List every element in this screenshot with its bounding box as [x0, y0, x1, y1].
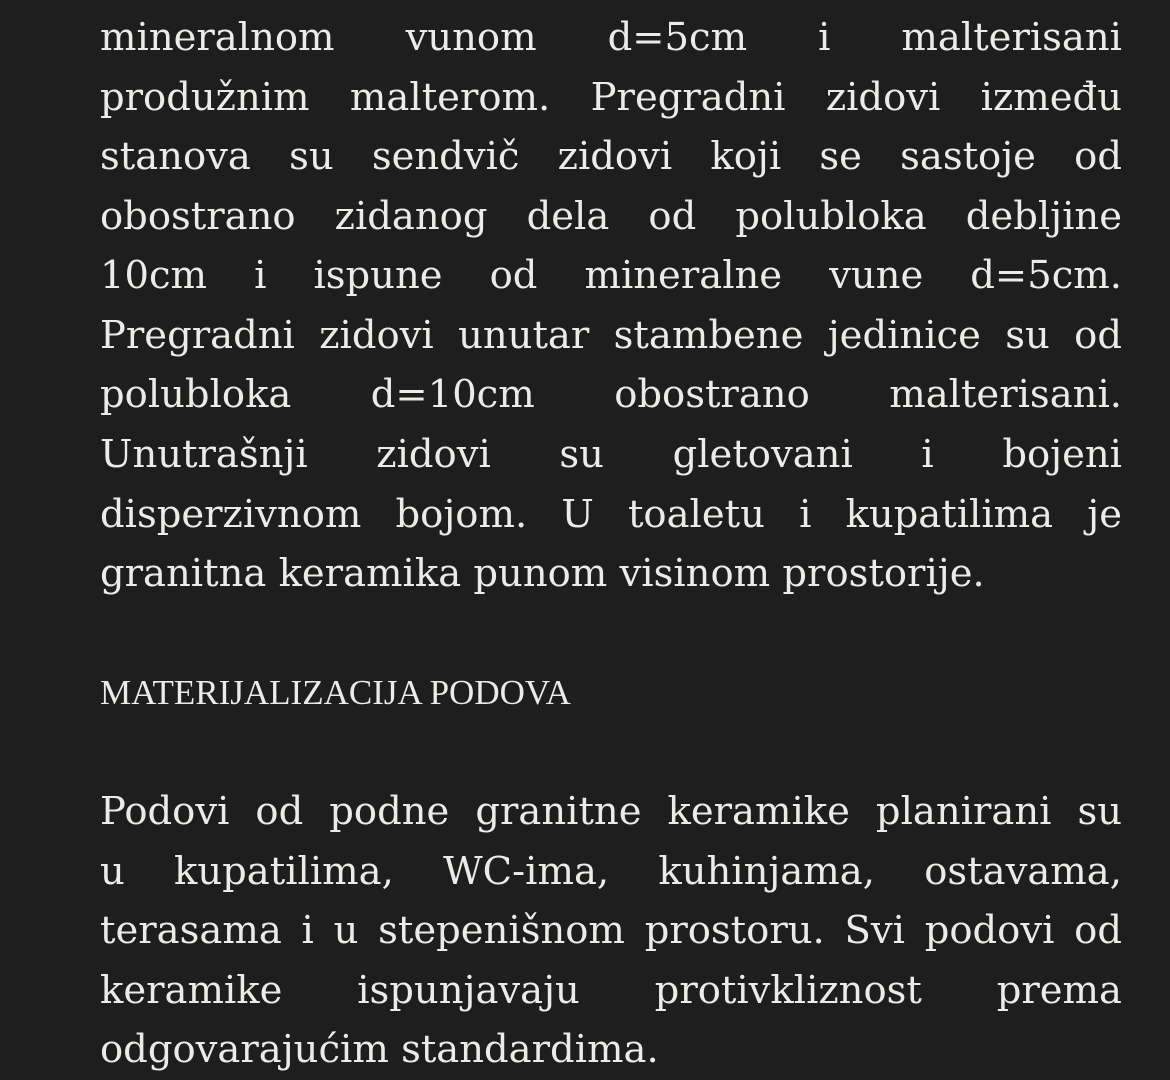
paragraph-line: stanova su sendvič zidovi koji se sastoje od	[100, 134, 1122, 179]
paragraph-line: Podovi od podne granitne keramike planirani su	[100, 789, 1122, 834]
paragraph-line: obostrano zidanog dela od polubloka debljine	[100, 194, 1122, 239]
paragraph-line: polubloka d=10cm obostrano malterisani.	[100, 372, 1122, 417]
paragraph-line: odgovarajućim standardima.	[100, 1027, 659, 1072]
paragraph-line: 10cm i ispune od mineralne vune d=5cm.	[100, 253, 1122, 298]
paragraph-line: mineralnom vunom d=5cm i malterisani	[100, 15, 1122, 60]
paragraph-line: Unutrašnji zidovi su gletovani i bojeni	[100, 432, 1122, 477]
paragraph-line: keramike ispunjavaju protivkliznost prema	[100, 968, 1122, 1013]
paragraph-line: Pregradni zidovi unutar stambene jedinice su od	[100, 313, 1122, 358]
paragraph-line: produžnim malterom. Pregradni zidovi između	[100, 75, 1122, 120]
section-heading: MATERIJALIZACIJA PODOVA	[100, 673, 571, 712]
paragraph-line: disperzivnom bojom. U toaletu i kupatilima je	[100, 492, 1122, 537]
paragraph-line: granitna keramika punom visinom prostorije.	[100, 551, 985, 596]
paragraph-line: u kupatilima, WC-ima, kuhinjama, ostavama,	[100, 849, 1122, 894]
paragraph-line: terasama i u stepenišnom prostoru. Svi podovi od	[100, 908, 1122, 953]
